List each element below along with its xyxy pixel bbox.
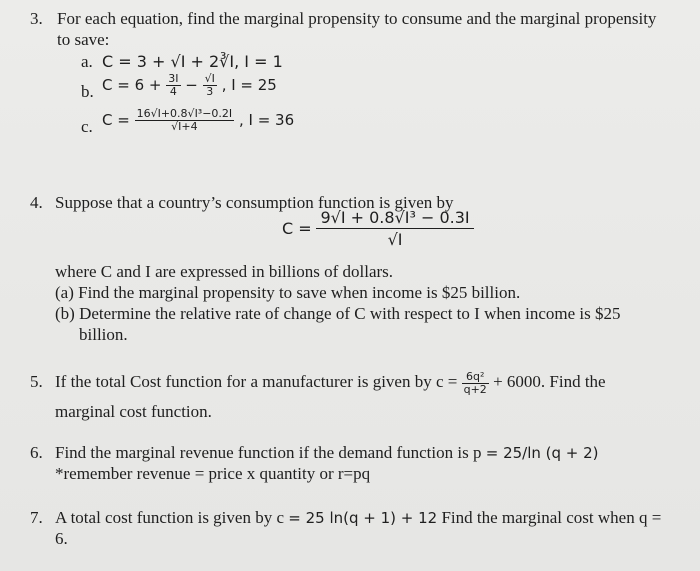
q3b-fraction2: $\frac{√I}{3}$ <box>204 72 215 98</box>
q3c-equation <box>102 108 294 133</box>
q3b-post: , I = 25 <box>221 76 277 94</box>
q4-number: 4. <box>30 193 43 212</box>
q5-pre: If the total Cost function for a manufacturer is given by c = <box>55 372 458 391</box>
q7-text: A total cost function is given by c <box>55 508 284 527</box>
q4-part-a: (a) Find the marginal propensity to save when income is $25 billion. <box>55 283 521 302</box>
q3a-equation: C = 3 + √I + 2∛I, I = 1 <box>102 52 283 71</box>
q4-eq-pre: C = <box>282 219 312 238</box>
q6-math: = 25/ln (q + 2) <box>485 444 599 462</box>
q4-part-b-line1: (b) Determine the relative rate of change of C with respect to I when income is $25 <box>55 304 621 323</box>
q3a-label: a. <box>81 52 93 71</box>
q3b-label: b. <box>81 82 94 101</box>
q5-fraction: $\frac{\text{6q²}}{q+2}$ <box>463 369 487 396</box>
q6-text-line2: *remember revenue = price x quantity or r=pq <box>55 464 371 483</box>
q6-text-line1 <box>55 443 599 463</box>
q4-text-line1: Suppose that a country’s consumption function is given by <box>55 193 454 212</box>
q3b-fraction1: $\frac{3I}{4}$ <box>168 72 179 98</box>
q6-number: 6. <box>30 443 43 462</box>
q5-post: + 6000. Find the <box>493 372 606 391</box>
q3-number: 3. <box>30 9 43 28</box>
q4-part-b-line2: billion. <box>79 325 128 344</box>
q5-number: 5. <box>30 372 43 391</box>
q3c-fraction: $\frac{\text{16√I+0.8√I³−0.2I}}{√I+4}$ <box>136 107 233 133</box>
q3-text-line2: to save: <box>57 30 110 49</box>
q3b-pre: C = 6 + <box>102 76 162 94</box>
q4-equation <box>282 208 474 251</box>
q7-text-end: Find the marginal cost when q = <box>441 508 662 527</box>
q3b-equation <box>102 73 277 98</box>
q5-text-line1 <box>55 364 606 400</box>
q3c-post: , I = 36 <box>238 111 295 129</box>
q7-math: = 25 ln(q + 1) + 12 <box>288 509 438 527</box>
q3-text-line1: For each equation, find the marginal propensity to consume and the marginal propensity <box>57 9 657 28</box>
q5-text-line2: marginal cost function. <box>55 402 212 421</box>
q3c-label: c. <box>81 117 93 136</box>
q6-text: Find the marginal revenue function if the demand function is p <box>55 443 482 462</box>
q4-text-line2: where C and I are expressed in billions of dollars. <box>55 262 394 281</box>
q7-text-line1 <box>55 508 661 528</box>
q7-text-line2: 6. <box>55 529 68 548</box>
q4-fraction: $\frac{\text{9√I + 0.8√I³ − 0.3I}}{√I}$ <box>316 208 473 251</box>
q3b-minus: − <box>185 76 198 94</box>
q7-number: 7. <box>30 508 43 527</box>
q3c-pre: C = <box>102 111 130 129</box>
